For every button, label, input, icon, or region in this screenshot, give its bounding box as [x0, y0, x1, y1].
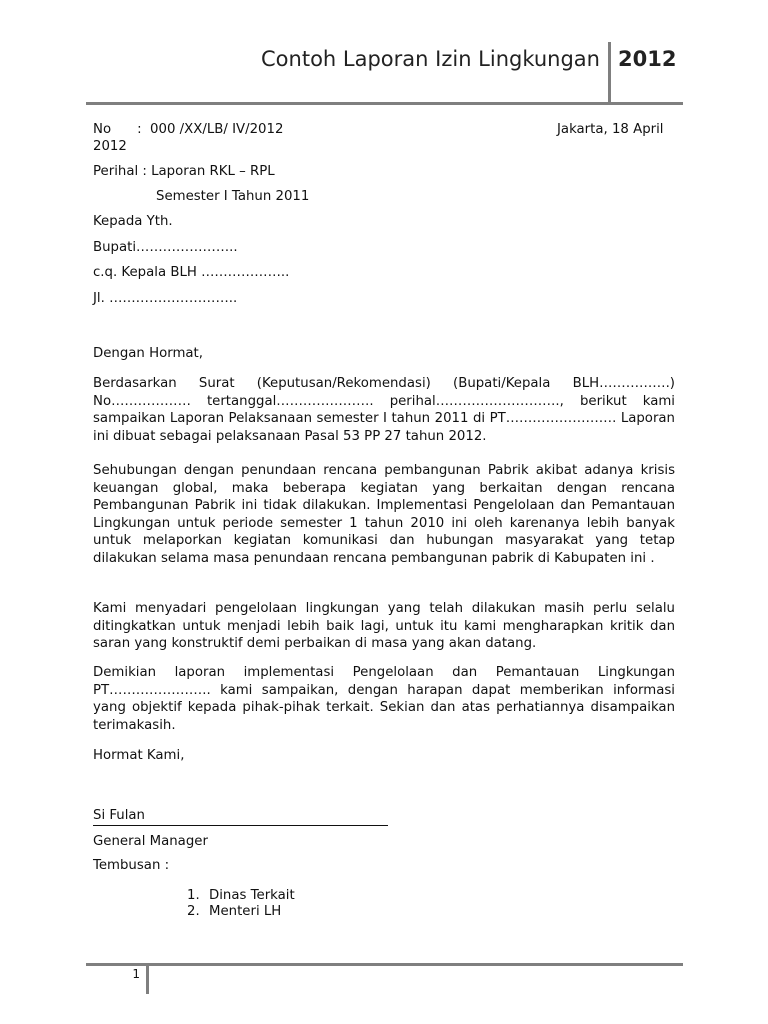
letter-number-row	[93, 121, 283, 139]
letter-number-separator: :	[137, 122, 142, 137]
recipient-greeting: Kepada Yth.	[93, 214, 173, 229]
closing-regards: Hormat Kami,	[93, 748, 185, 763]
letter-place-date: Jakarta, 18 April	[557, 122, 664, 137]
recipient-line-1: Bupati…………………..	[93, 240, 238, 255]
letter-subject-semester: Semester I Tahun 2011	[156, 189, 310, 204]
list-item-text: Menteri LH	[209, 903, 282, 919]
body-paragraph-3: Kami menyadari pengelolaan lingkungan yang telah dilakukan masih perlu selalu ditingkatkan untuk menjadi lebih baik lagi, untuk itu kami mengharapkan kritik dan saran yang konstruktif demi perbaikan di masa yang akan datang.	[93, 601, 675, 652]
letter-subject: Perihal : Laporan RKL – RPL	[93, 164, 275, 179]
signer-title: General Manager	[93, 834, 208, 849]
header-divider-horizontal	[86, 102, 683, 105]
body-paragraph-4: Demikian laporan implementasi Pengelolaan dan Pemantauan Lingkungan PT………………….. kami sampaikan, dengan harapan dapat memberikan informasi yang objektif kepada pihak-pihak terkait. Sekian dan atas perhatiannya disampaikan terimakasih.	[93, 665, 675, 733]
letter-number-label: No	[93, 122, 112, 137]
footer-divider-vertical	[146, 963, 149, 994]
list-item-number: 2.	[187, 903, 200, 919]
body-paragraph-2: Sehubungan dengan penundaan rencana pembangunan Pabrik akibat adanya krisis keuangan global, maka beberapa kegiatan yang berkaitan dengan rencana Pembangunan Pabrik ini tidak dilakukan. Implementasi Pengelolaan dan Pemantauan Lingkungan untuk periode semester 1 tahun 2010 ini oleh karenanya lebih banyak untuk melaporkan kegiatan komunikasi dan hubungan masyarakat yang tetap dilakukan selama masa penundaan rencana pembangunan pabrik di Kabupaten ini .	[93, 463, 675, 566]
list-item	[187, 904, 295, 920]
footer-divider-horizontal	[86, 963, 683, 966]
header-divider-vertical	[608, 42, 611, 104]
tembusan-list	[187, 888, 295, 919]
document-header-year: 2012	[618, 47, 677, 71]
document-header-title: Contoh Laporan Izin Lingkungan	[261, 47, 600, 71]
signer-name: Si Fulan	[93, 807, 388, 826]
body-paragraph-1: Berdasarkan Surat (Keputusan/Rekomendasi) (Bupati/Kepala BLH…………….) No……………… tertanggal…………………. perihal………………………., berikut kami sampaikan Laporan Pelaksanaan semester I tahun 2011 di PT……………………. Laporan ini dibuat sebagai pelaksanaan Pasal 53 PP 27 tahun 2012.	[93, 376, 675, 444]
recipient-address: Jl. ………………………..	[93, 291, 238, 306]
list-item-text: Dinas Terkait	[209, 888, 295, 903]
tembusan-label: Tembusan :	[93, 858, 170, 873]
recipient-line-2: c.q. Kepala BLH ………………..	[93, 265, 290, 280]
list-item	[187, 888, 295, 904]
list-item-number: 1.	[187, 888, 200, 903]
letter-date-year-wrap: 2012	[93, 139, 127, 154]
letter-number-value: 000 /XX/LB/ IV/2012	[150, 122, 284, 137]
salutation: Dengan Hormat,	[93, 346, 203, 361]
page-number: 1	[132, 967, 140, 981]
